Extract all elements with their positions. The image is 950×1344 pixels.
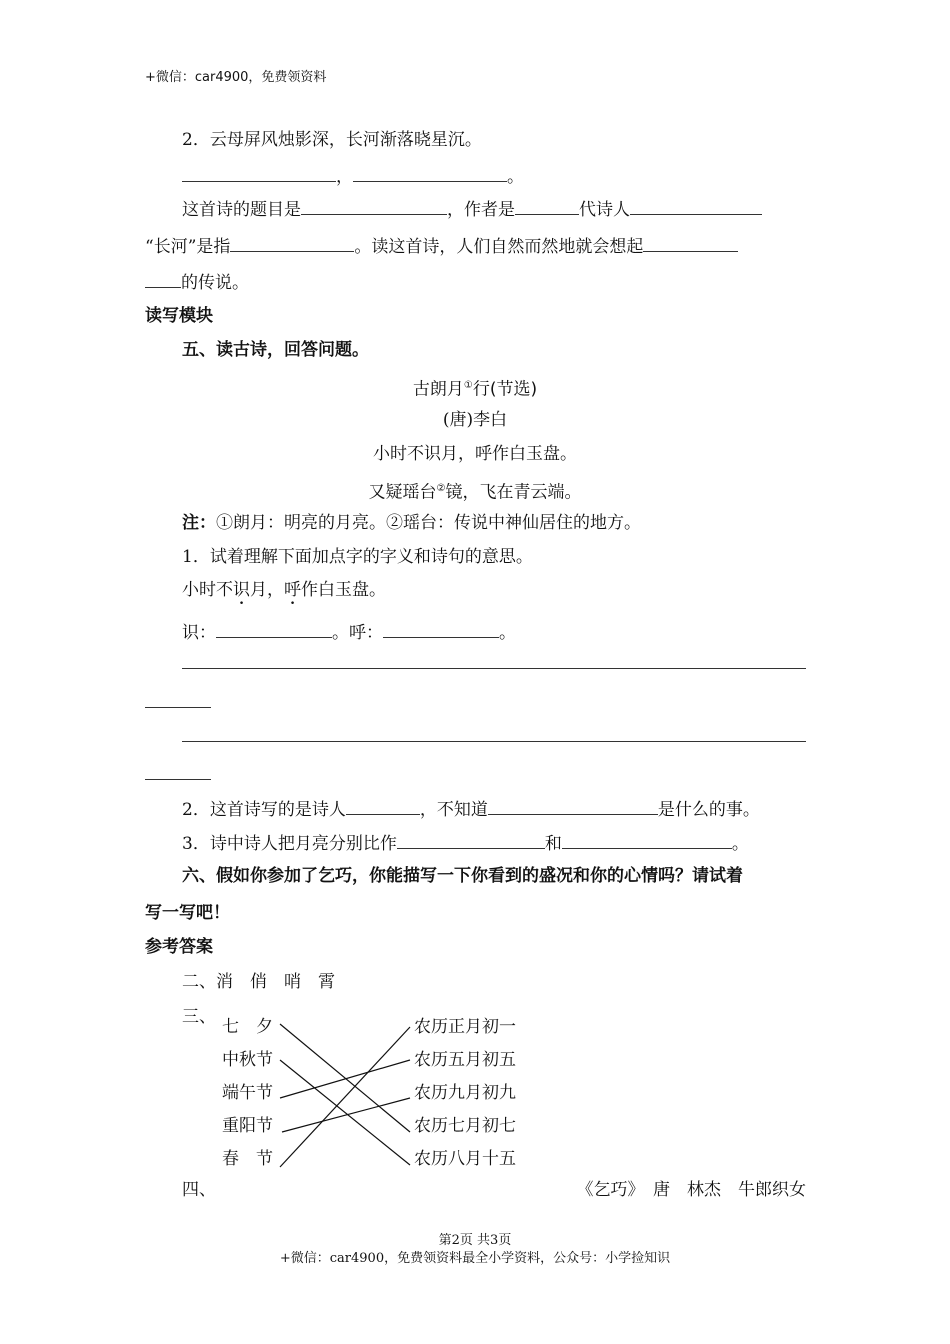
match-line-chongyang — [282, 1098, 410, 1132]
poem-line-1: 小时不识月，呼作白玉盘。 — [373, 444, 577, 464]
text: ，作者是 — [447, 200, 515, 220]
poem-author: (唐)李白 — [442, 410, 508, 430]
text: 的传说。 — [181, 273, 249, 293]
watermark-top: +微信：car4900，免费领资料 — [145, 70, 327, 85]
right-item: 农历七月初七 — [414, 1116, 516, 1136]
text: 和 — [544, 834, 562, 854]
answer-4-text: 《乞巧》 唐 林杰 牛郎织女 — [576, 1180, 806, 1200]
right-item: 农历八月十五 — [414, 1149, 516, 1169]
dotted-char: 呼 — [284, 580, 301, 600]
punct: ， — [336, 167, 353, 187]
q6-line-1: 六、假如你参加了乞巧，你能描写一下你看到的盛况和你的心情吗？请试着 — [182, 866, 743, 886]
text: 月， — [250, 580, 284, 600]
text: 这首诗的题目是 — [182, 200, 301, 220]
answer-4-label: 四、 — [182, 1180, 216, 1200]
text: 行(节选) — [472, 379, 538, 400]
footnote-mark: ② — [436, 483, 446, 494]
match-line-duanwu — [280, 1060, 410, 1098]
answer-3-label: 三、 — [182, 1007, 216, 1027]
right-item: 农历正月初一 — [414, 1017, 516, 1037]
text: 。读这首诗，人们自然而然地就会想起 — [354, 237, 644, 257]
text: 。呼： — [332, 623, 383, 643]
match-line-chunjie — [280, 1027, 410, 1167]
left-item: 春 节 — [222, 1149, 273, 1169]
answer-2: 二、消 俏 哨 霄 — [182, 972, 335, 992]
left-item: 七 夕 — [222, 1017, 273, 1037]
text: 作白玉盘。 — [301, 580, 386, 600]
q6-line-2: 写一写吧！ — [145, 903, 230, 923]
text: 2．这首诗写的是诗人 — [182, 800, 346, 820]
text: 小时不 — [182, 580, 233, 600]
text: 3．诗中诗人把月亮分别比作 — [182, 834, 397, 854]
left-item: 重阳节 — [222, 1116, 273, 1136]
text: 是什么的事。 — [657, 800, 760, 820]
text: 识： — [182, 623, 216, 643]
note-label: 注： — [182, 513, 216, 533]
footnote-mark: ① — [463, 380, 473, 391]
text: 。 — [499, 623, 516, 643]
right-item: 农历五月初五 — [414, 1050, 516, 1070]
text: 代诗人 — [579, 200, 630, 220]
dotted-char: 识 — [233, 580, 250, 600]
page-number: 第2页 共3页 — [438, 1233, 512, 1248]
text: ，不知道 — [419, 800, 488, 820]
punct: 。 — [507, 167, 524, 187]
left-item: 中秋节 — [222, 1050, 273, 1070]
text: 又疑瑶台 — [368, 482, 437, 503]
answers-heading: 参考答案 — [145, 937, 213, 957]
section-heading-read-write: 读写模块 — [145, 306, 213, 326]
text: 镜，飞在青云端。 — [445, 482, 582, 503]
watermark-bottom: +微信：car4900，免费领资料最全小学资料，公众号：小学捡知识 — [279, 1251, 671, 1266]
match-line-zhongqiu — [280, 1060, 410, 1165]
q5-heading: 五、读古诗，回答问题。 — [182, 340, 369, 360]
q5-sub1: 1．试着理解下面加点字的字义和诗句的意思。 — [182, 547, 533, 567]
left-item: 端午节 — [222, 1083, 273, 1103]
q4-item2: 2．云母屏风烛影深，长河渐落晓星沉。 — [182, 130, 482, 150]
text: 古朗月 — [412, 379, 464, 400]
text: “长河”是指 — [145, 237, 231, 257]
right-item: 农历九月初九 — [414, 1083, 516, 1103]
text: 。 — [731, 834, 749, 854]
note-text: ①朗月：明亮的月亮。②瑶台：传说中神仙居住的地方。 — [216, 513, 641, 533]
